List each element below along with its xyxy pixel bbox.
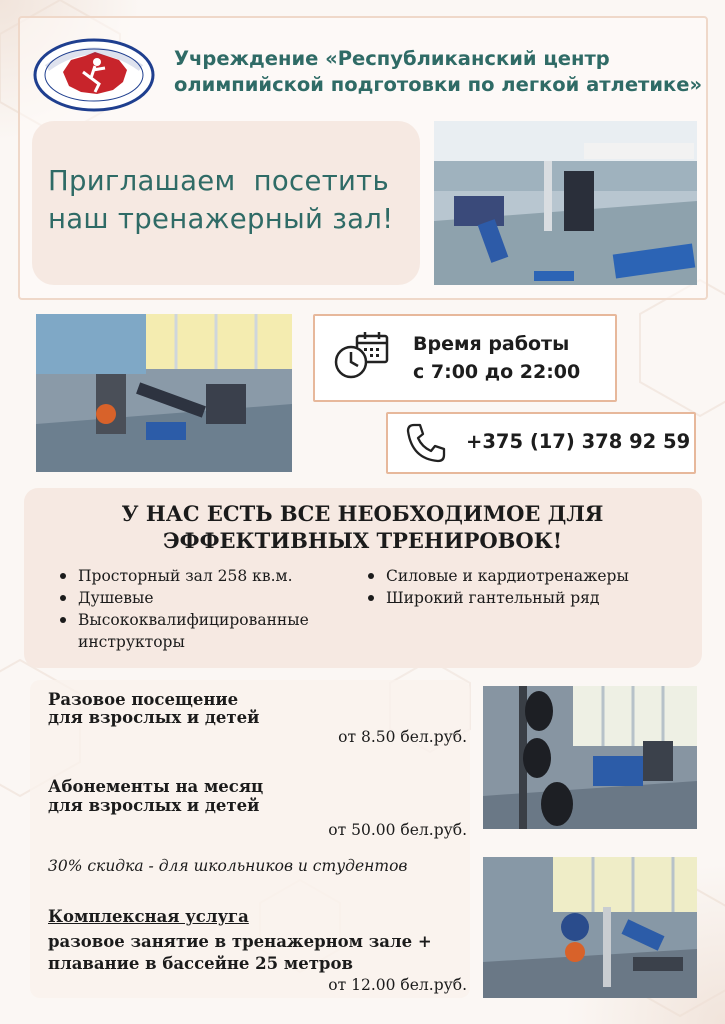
combo-service-price: от 12.00 бел.руб. bbox=[328, 976, 467, 994]
invite-headline bbox=[48, 162, 428, 238]
org-name-line-2: олимпийской подготовки по легкой атлетике» bbox=[174, 73, 703, 96]
single-visit-title-line-2: для взрослых и детей bbox=[48, 708, 260, 727]
monthly-pass-title-line-2: для взрослых и детей bbox=[48, 796, 260, 815]
gym-photo-4 bbox=[483, 857, 697, 998]
single-visit-title-line-1: Разовое посещение bbox=[48, 690, 239, 709]
combo-service-line-1: разовое занятие в тренажерном зале + bbox=[48, 932, 432, 951]
features-list-right bbox=[362, 565, 672, 609]
gym-photo-2 bbox=[36, 314, 292, 472]
monthly-pass-price: от 50.00 бел.руб. bbox=[328, 821, 467, 839]
gym-photo-1 bbox=[434, 121, 697, 285]
features-heading-line-2: ЭФФЕКТИВНЫХ ТРЕНИРОВОК! bbox=[162, 528, 563, 553]
working-hours-title: Время работы bbox=[413, 333, 570, 355]
feature-item: Душевые bbox=[54, 587, 364, 609]
combo-service-title: Комплексная услуга bbox=[48, 907, 249, 926]
phone-number[interactable]: +375 (17) 378 92 59 bbox=[466, 430, 691, 453]
feature-item: Просторный зал 258 кв.м. bbox=[54, 565, 364, 587]
invite-line-2: наш тренажерный зал! bbox=[48, 203, 394, 235]
organization-logo bbox=[33, 38, 155, 112]
feature-item: Высококвалифицированные инструкторы bbox=[54, 609, 364, 653]
single-visit-price: от 8.50 бел.руб. bbox=[338, 728, 467, 746]
features-heading bbox=[60, 500, 665, 554]
student-discount-note: 30% скидка - для школьников и студентов bbox=[48, 857, 408, 875]
gym-photo-3 bbox=[483, 686, 697, 829]
clock-calendar-icon bbox=[333, 330, 391, 382]
invite-line-1: Приглашаем посетить bbox=[48, 165, 390, 197]
phone-icon bbox=[404, 421, 448, 465]
features-list-left bbox=[54, 565, 364, 653]
working-hours-value: с 7:00 до 22:00 bbox=[413, 361, 581, 383]
combo-service-line-2: плавание в бассейне 25 метров bbox=[48, 954, 353, 973]
features-heading-line-1: У НАС ЕСТЬ ВСЕ НЕОБХОДИМОЕ ДЛЯ bbox=[121, 501, 604, 526]
organization-name bbox=[174, 46, 704, 98]
org-name-line-1: Учреждение «Республиканский центр bbox=[174, 47, 610, 70]
feature-item: Широкий гантельный ряд bbox=[362, 587, 672, 609]
feature-item: Силовые и кардиотренажеры bbox=[362, 565, 672, 587]
monthly-pass-title-line-1: Абонементы на месяц bbox=[48, 777, 264, 796]
